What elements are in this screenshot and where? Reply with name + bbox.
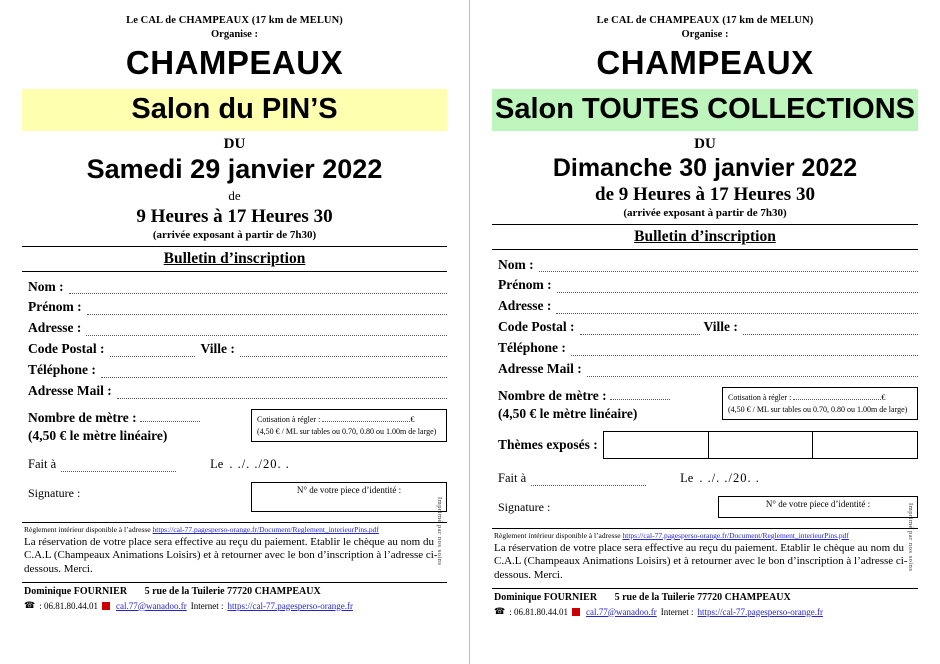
signature-label: Signature : — [498, 500, 551, 515]
du-label: DU — [694, 136, 716, 153]
organizer-line: Le CAL de CHAMPEAUX (17 km de MELUN) — [596, 15, 814, 26]
field-nom-input[interactable] — [69, 281, 447, 294]
field-adresse[interactable] — [28, 321, 447, 336]
field-email-input[interactable] — [587, 364, 918, 377]
internet-label: Internet : — [660, 606, 694, 617]
field-ville-label: Ville : — [703, 319, 738, 335]
cotisation-input[interactable] — [793, 391, 881, 400]
id-number-box[interactable]: N° de votre piece d’identité : — [718, 496, 918, 518]
contact-line — [494, 592, 918, 603]
le-date-input[interactable]: . ./. ./20. . — [229, 457, 290, 472]
mail-icon — [572, 608, 580, 616]
organise-label: Organise : — [681, 29, 729, 41]
mail-icon — [102, 602, 110, 610]
contact-details — [494, 606, 918, 617]
cotisation-currency: € — [881, 392, 886, 402]
print-note: Imprimé par nos soins — [907, 502, 914, 571]
field-nom-input[interactable] — [539, 259, 918, 272]
fait-row — [28, 457, 447, 472]
phone-icon: ☎ — [494, 606, 506, 616]
reservation-paragraph: La réservation de votre place sera effective au reçu du paiement. Etablir le chèque au nom du C.A.L (Champeaux Animations Loisirs) et à retourner avec le bon d’inscription à l’adresse ci-dessous. Merci. — [24, 535, 438, 575]
cotisation-label: Cotisation à régler : — [728, 392, 794, 402]
event-date: Samedi 29 janvier 2022 — [86, 154, 383, 185]
metre-left — [498, 387, 670, 423]
divider-bulletin — [22, 271, 447, 272]
field-telephone[interactable] — [28, 363, 447, 378]
organise-label: Organise : — [211, 29, 258, 41]
themes-cell[interactable] — [603, 431, 709, 459]
field-telephone-label: Téléphone : — [28, 362, 96, 377]
arrival-note: (arrivée exposant à partir de 7h30) — [623, 206, 787, 219]
field-email-label: Adresse Mail : — [28, 382, 112, 398]
field-adresse-label: Adresse : — [498, 298, 552, 314]
cotisation-input[interactable] — [322, 413, 410, 422]
contact-line — [24, 586, 447, 597]
event-title-highlight: Salon du PIN’S — [22, 89, 447, 131]
reglement-line — [24, 525, 447, 535]
fait-a-input[interactable] — [61, 459, 176, 472]
divider-footer — [492, 528, 918, 529]
de-label: de — [228, 187, 241, 203]
event-hours: de 9 Heures à 17 Heures 30 — [595, 183, 815, 205]
field-telephone-label: Téléphone : — [498, 339, 566, 355]
metre-price: (4,50 € le mètre linéaire) — [28, 427, 168, 443]
divider-contact — [492, 588, 918, 589]
metre-price: (4,50 € le mètre linéaire) — [498, 405, 638, 421]
event-date: Dimanche 30 janvier 2022 — [552, 154, 858, 183]
field-prenom-label: Prénom : — [28, 299, 82, 315]
town-title: CHAMPEAUX — [596, 44, 814, 82]
field-prenom[interactable] — [28, 300, 447, 315]
themes-label: Thèmes exposés : — [498, 437, 598, 453]
field-email-label: Adresse Mail : — [498, 360, 582, 376]
website-link[interactable]: https://cal-77.pagesperso-orange.fr — [227, 600, 353, 611]
metre-label: Nombre de mètre : — [498, 387, 607, 403]
town-title: CHAMPEAUX — [125, 44, 344, 82]
fait-row — [498, 471, 918, 486]
cotisation-currency: € — [410, 414, 415, 424]
field-email[interactable] — [498, 362, 918, 377]
internet-label: Internet : — [190, 600, 224, 611]
email-link[interactable]: cal.77@wanadoo.fr — [585, 606, 657, 617]
signature-label: Signature : — [28, 486, 81, 501]
metre-left — [28, 409, 200, 445]
field-telephone-input[interactable] — [571, 343, 918, 356]
event-hours: 9 Heures à 17 Heures 30 — [136, 205, 333, 227]
contact-address: 5 rue de la Tuilerie 77720 CHAMPEAUX — [614, 592, 791, 603]
metre-section — [28, 409, 447, 445]
cotisation-label: Cotisation à régler : — [257, 414, 323, 424]
cotisation-box — [722, 387, 918, 420]
contact-details — [24, 600, 447, 611]
metre-label: Nombre de mètre : — [28, 409, 137, 425]
field-ville-label: Ville : — [200, 341, 235, 357]
phone-icon: ☎ — [24, 600, 36, 611]
field-codepostal-input[interactable] — [110, 344, 195, 357]
id-number-box[interactable]: N° de votre piece d’identité : — [251, 482, 447, 512]
field-adresse-input[interactable] — [86, 323, 447, 336]
field-adresse-input[interactable] — [556, 301, 918, 314]
le-label: Le — [210, 457, 224, 472]
le-date-input[interactable]: . ./. ./20. . — [699, 471, 760, 486]
reglement-prefix: Règlement intérieur disponible à l’adresse — [24, 525, 153, 535]
arrival-note: (arrivée exposant à partir de 7h30) — [152, 228, 317, 241]
field-codepostal-input[interactable] — [580, 322, 700, 335]
phone-number: : 06.81.80.44.01 — [39, 600, 98, 611]
field-telephone-input[interactable] — [101, 365, 447, 378]
field-adresse-label: Adresse : — [28, 320, 82, 336]
signature-row — [28, 482, 447, 512]
bulletin-title: Bulletin d’inscription — [634, 227, 776, 245]
field-codepostal-ville[interactable] — [498, 320, 918, 335]
field-prenom-input[interactable] — [557, 280, 918, 293]
flyer-toutes-collections — [470, 0, 940, 664]
du-label: DU — [223, 136, 246, 153]
field-email-input[interactable] — [117, 386, 447, 399]
phone-number: : 06.81.80.44.01 — [509, 606, 568, 617]
contact-name: Dominique FOURNIER — [24, 586, 128, 598]
metre-input[interactable] — [140, 410, 200, 422]
le-label: Le — [680, 471, 694, 486]
field-adresse[interactable] — [498, 299, 918, 314]
contact-address: 5 rue de la Tuilerie 77720 CHAMPEAUX — [144, 586, 321, 598]
fait-a-label: Fait à — [28, 457, 57, 472]
organizer-line: Le CAL de CHAMPEAUX (17 km de MELUN) — [126, 15, 343, 26]
cotisation-note: (4,50 € / ML sur tables ou 0.70, 0.80 ou 1.00m de large) — [257, 426, 437, 436]
field-ville-input[interactable] — [743, 322, 918, 335]
event-title-highlight: Salon TOUTES COLLECTIONS — [492, 89, 918, 131]
reservation-paragraph: La réservation de votre place sera effective au reçu du paiement. Etablir le chèque au nom du C.A.L (Champeaux Animations Loisirs) et à retourner avec le bon d’inscription à l’adresse ci-dessous. Merci. — [494, 541, 908, 581]
field-nom[interactable] — [28, 280, 447, 295]
divider-top — [492, 224, 918, 225]
reglement-line — [494, 531, 918, 541]
metre-section — [498, 387, 918, 423]
field-codepostal-ville[interactable] — [28, 342, 447, 357]
website-link[interactable]: https://cal-77.pagesperso-orange.fr — [697, 606, 823, 617]
reglement-prefix: Règlement intérieur disponible à l’adresse — [494, 531, 623, 541]
field-email[interactable] — [28, 384, 447, 399]
email-link[interactable]: cal.77@wanadoo.fr — [115, 600, 187, 611]
themes-section — [498, 431, 918, 459]
themes-cell[interactable] — [708, 431, 814, 459]
reglement-link[interactable]: https://cal-77.pagesperso-orange.fr/Document/Reglement_interieurPins.pdf — [152, 525, 379, 535]
reglement-link[interactable]: https://cal-77.pagesperso-orange.fr/Document/Reglement_interieurPins.pdf — [622, 531, 849, 541]
field-codepostal-label: Code Postal : — [28, 341, 105, 357]
signature-row — [498, 496, 918, 518]
bulletin-title: Bulletin d’inscription — [163, 249, 306, 267]
field-nom-label: Nom : — [498, 256, 534, 272]
contact-name: Dominique FOURNIER — [494, 592, 598, 603]
field-codepostal-label: Code Postal : — [498, 319, 575, 335]
field-prenom[interactable] — [498, 278, 918, 293]
metre-input[interactable] — [610, 388, 670, 400]
print-note: Imprimé par nos soins — [436, 496, 443, 566]
field-ville-input[interactable] — [240, 344, 447, 357]
divider-bulletin — [492, 249, 918, 250]
themes-cell[interactable] — [812, 431, 918, 459]
fait-a-input[interactable] — [531, 473, 646, 486]
cotisation-box — [251, 409, 447, 442]
field-prenom-input[interactable] — [87, 302, 447, 315]
field-prenom-label: Prénom : — [498, 277, 552, 293]
divider-top — [22, 246, 447, 247]
field-telephone[interactable] — [498, 341, 918, 356]
divider-footer — [22, 522, 447, 523]
field-nom-label: Nom : — [28, 278, 64, 294]
divider-contact — [22, 582, 447, 583]
themes-grid — [604, 431, 918, 459]
cotisation-note: (4,50 € / ML sur tables ou 0.70, 0.80 ou 1.00m de large) — [728, 404, 908, 414]
field-nom[interactable] — [498, 258, 918, 273]
fait-a-label: Fait à — [498, 471, 527, 486]
